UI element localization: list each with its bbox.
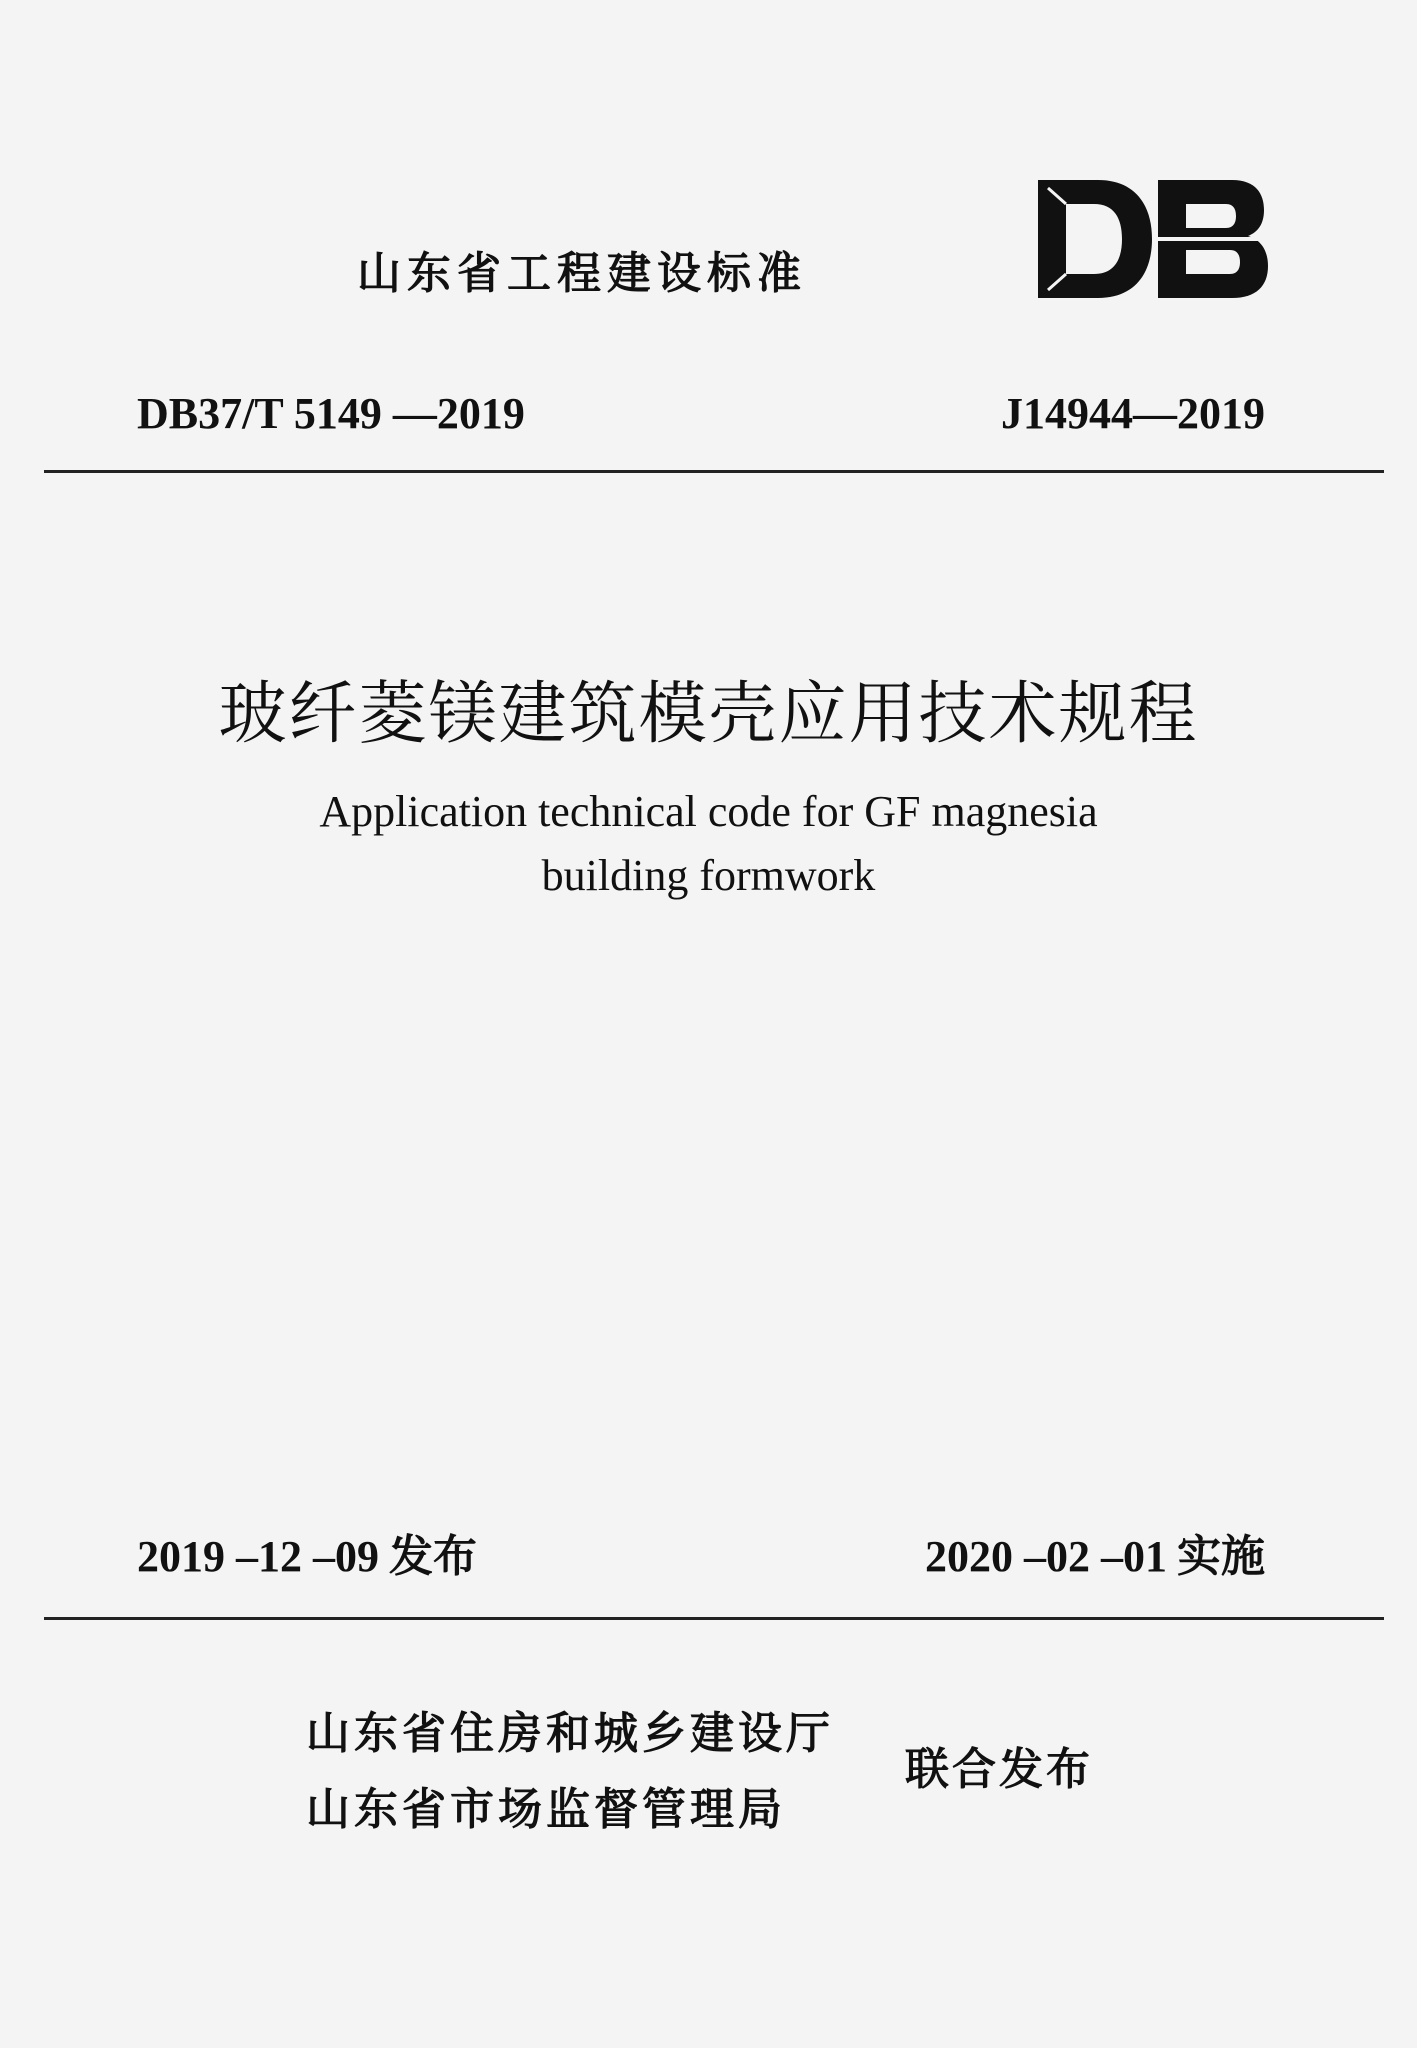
title-english-line-1: Application technical code for GF magnesia <box>319 787 1098 836</box>
issue-date-block <box>137 1520 477 1584</box>
db-logo <box>1036 178 1269 300</box>
issuing-organizations <box>306 1696 834 1848</box>
issuer-housing-department: 山东省住房和城乡建设厅 <box>306 1708 834 1759</box>
implement-label: 实施 <box>1177 1531 1265 1582</box>
issue-label: 发布 <box>389 1531 477 1582</box>
title-chinese: 玻纤菱镁建筑模壳应用技术规程 <box>218 675 1199 754</box>
bottom-divider <box>44 1617 1384 1620</box>
record-number: J14944—2019 <box>1001 389 1265 438</box>
standard-number: DB37/T 5149 —2019 <box>137 389 525 438</box>
implement-date: 2020 –02 –01 <box>925 1532 1167 1581</box>
joint-release-label: 联合发布 <box>905 1744 1093 1795</box>
issue-date: 2019 –12 –09 <box>137 1532 379 1581</box>
title-english-line-2: building formwork <box>541 851 876 900</box>
db-logo-d <box>1038 180 1152 298</box>
top-divider <box>44 470 1384 473</box>
issuer-market-regulation: 山东省市场监督管理局 <box>306 1784 786 1835</box>
implement-date-block <box>925 1520 1265 1584</box>
standard-type: 山东省工程建设标准 <box>357 248 807 299</box>
title-english <box>0 780 1417 908</box>
